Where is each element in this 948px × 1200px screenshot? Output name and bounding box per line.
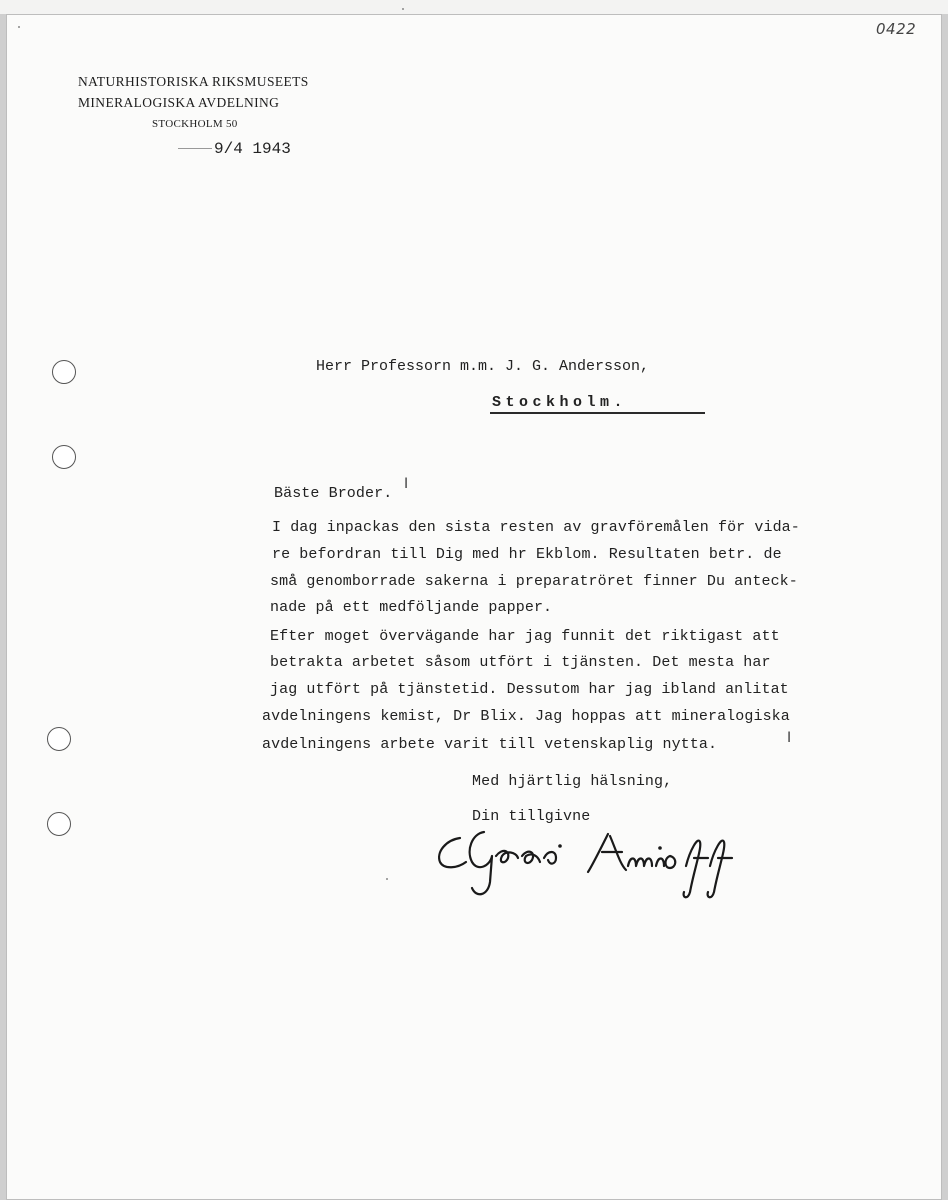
punch-hole-3 xyxy=(47,727,71,751)
scan-background xyxy=(0,0,948,14)
punch-hole-4 xyxy=(47,812,71,836)
recipient-name: Herr Professorn m.m. J. G. Andersson, xyxy=(316,358,650,375)
closing-valediction: Din tillgivne xyxy=(472,808,591,825)
signature-stroke-go xyxy=(522,852,540,863)
closing-greeting: Med hjärtlig hälsning, xyxy=(472,773,673,790)
letterhead-institution: NATURHISTORISKA RIKSMUSEETS xyxy=(78,74,309,89)
signature-stroke-f1 xyxy=(684,841,708,898)
body-line-9: avdelningens arbete varit till vetenskaplig nytta. xyxy=(262,736,718,753)
signature-stroke-g xyxy=(470,832,492,894)
handwritten-signature xyxy=(432,826,742,906)
paper-speck xyxy=(402,8,404,10)
body-line-8: avdelningens kemist, Dr Blix. Jag hoppas att mineralogiska xyxy=(262,708,790,725)
body-line-4: nade på ett medföljande papper. xyxy=(270,599,553,616)
recipient-city-underline xyxy=(490,412,705,414)
letter-date: 9/4 1943 xyxy=(214,140,291,158)
body-line-1: I dag inpackas den sista resten av gravföremålen för vida- xyxy=(272,519,800,536)
recipient-city: Stockholm. xyxy=(492,394,628,411)
punch-hole-2 xyxy=(52,445,76,469)
letterhead-department: MINERALOGISKA AVDELNING xyxy=(78,95,280,110)
signature-stroke-no xyxy=(656,856,675,868)
signature-stroke-f2 xyxy=(708,841,732,898)
signature-dot-i2 xyxy=(658,846,662,850)
punch-hole-1 xyxy=(52,360,76,384)
signature-dot-i xyxy=(558,844,562,848)
body-line-5: Efter moget övervägande har jag funnit det riktigast att xyxy=(270,628,780,645)
body-line-7: jag utfört på tjänstetid. Dessutom har jag ibland anlitat xyxy=(270,681,789,698)
handwritten-exclamation-mark-2: ǀ xyxy=(787,730,792,746)
body-line-2: re befordran till Dig med hr Ekblom. Resultaten betr. de xyxy=(272,546,782,563)
date-rule xyxy=(178,148,212,149)
letterhead-city: STOCKHOLM 50 xyxy=(152,118,238,130)
signature-stroke-mi xyxy=(628,859,652,867)
signature-stroke-ri xyxy=(544,852,556,864)
paper-speck xyxy=(18,26,20,28)
body-line-6: betrakta arbetet såsom utfört i tjänsten. Det mesta har xyxy=(270,654,771,671)
signature-stroke-eg xyxy=(496,851,518,862)
archive-number: 0422 xyxy=(876,20,917,38)
signature-stroke-a xyxy=(588,834,626,872)
paper-speck xyxy=(386,878,388,880)
salutation: Bäste Broder. xyxy=(274,485,393,502)
signature-stroke-c xyxy=(439,838,466,867)
body-line-3: små genomborrade sakerna i preparatröret finner Du anteck- xyxy=(270,573,798,590)
handwritten-exclamation-mark: ǀ xyxy=(404,476,409,492)
